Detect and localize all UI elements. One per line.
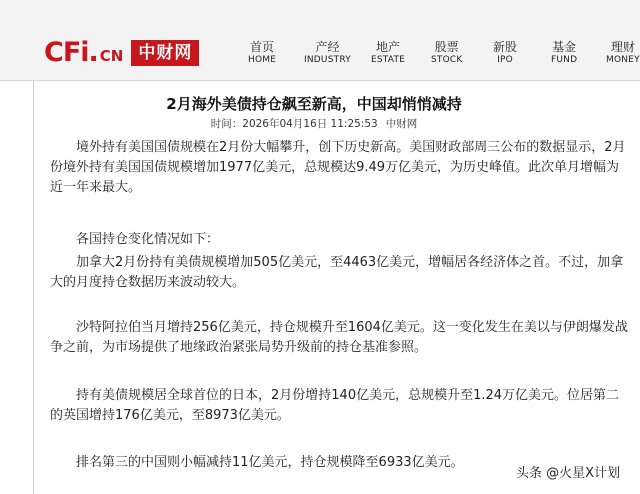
- time-label: 时间：: [210, 118, 243, 130]
- nav-item-sublabel: INDUSTRY: [304, 55, 351, 65]
- nav-item-sublabel: HOME: [248, 55, 277, 65]
- nav-item-industry[interactable]: [304, 40, 351, 67]
- nav-item-label: 基金: [552, 40, 577, 54]
- article-title: 2月海外美债持仓飙至新高，中国却悄悄减持: [166, 95, 462, 113]
- article-paragraph: 加拿大2月份持有美债规模增加505亿美元，至4463亿美元，增幅居各经济体之首。不过，加拿大的月度持仓数据历来波动较大。: [50, 255, 624, 290]
- watermark-text: 头条 @火星X计划: [515, 466, 620, 481]
- article-body: [33, 81, 640, 494]
- logo-cfi-text: CFi: [44, 37, 89, 68]
- publish-time: 2026年04月16日 11:25:53: [242, 118, 378, 130]
- nav-item-money[interactable]: [606, 40, 640, 67]
- nav-item-sublabel: ESTATE: [371, 55, 406, 65]
- nav-item-sublabel: MONEY: [606, 55, 640, 65]
- nav-item-label: 首页: [250, 40, 275, 54]
- article-source: 中财网: [385, 118, 418, 130]
- nav-item-sublabel: FUND: [551, 55, 578, 65]
- site-header: [0, 0, 640, 81]
- logo-cn-badge: 中财网: [131, 40, 199, 66]
- nav-item-estate[interactable]: [371, 40, 405, 67]
- nav-item-label: 产经: [315, 40, 340, 54]
- nav-item-fund[interactable]: [551, 40, 577, 67]
- nav-item-label: 理财: [610, 40, 635, 54]
- nav-item-label: 新股: [493, 40, 518, 54]
- article-meta: [34, 117, 594, 131]
- nav-item-home[interactable]: [248, 40, 276, 67]
- nav-item-sublabel: STOCK: [431, 55, 463, 65]
- article-paragraph: 沙特阿拉伯当月增持256亿美元，持仓规模升至1604亿美元。这一变化发生在美以与伊朗爆发战争之前，为市场提供了地缘政治紧张局势升级前的持仓基准参照。: [50, 320, 628, 355]
- nav-item-stock[interactable]: [431, 40, 462, 67]
- article-paragraph: 各国持仓变化情况如下：: [50, 232, 220, 247]
- logo-cn-text: CN: [99, 47, 124, 65]
- article-paragraph: 排名第三的中国则小幅减持11亿美元，持仓规模降至6933亿美元。: [50, 455, 464, 470]
- logo-dot: .: [88, 37, 99, 68]
- nav-item-sublabel: IPO: [497, 55, 513, 65]
- nav-item-ipo[interactable]: [493, 40, 517, 67]
- article-paragraph: 持有美债规模居全球首位的日本，2月份增持140亿美元，总规模升至1.24万亿美元。位居第二的英国增持176亿美元，至8973亿美元。: [50, 388, 620, 423]
- nav-item-label: 地产: [376, 40, 401, 54]
- article-paragraph: 境外持有美国国债规模在2月份大幅攀升，创下历史新高。美国财政部周三公布的数据显示，2月份境外持有美国国债规模增加1977亿美元，总规模达9.49万亿美元，为历史峰值。此次单月增幅为近一年来最大。: [50, 140, 626, 195]
- watermark: [516, 462, 620, 481]
- main-nav: [238, 40, 640, 70]
- nav-item-label: 股票: [434, 40, 459, 54]
- site-logo[interactable]: [44, 38, 199, 68]
